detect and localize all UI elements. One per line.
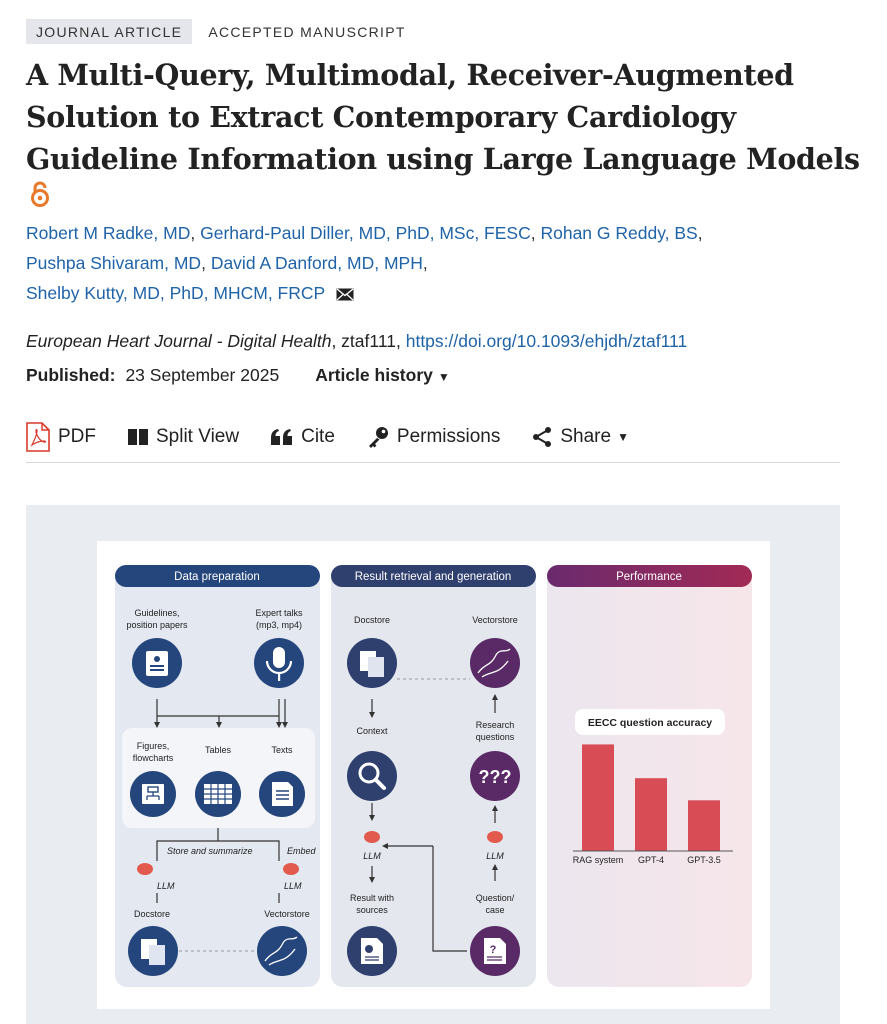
author-link[interactable]: Gerhard-Paul Diller, MD, PhD, MSc, FESC <box>200 223 531 243</box>
bar-label: GPT-4 <box>637 855 665 865</box>
brain-icon <box>137 863 153 875</box>
author-link[interactable]: David A Danford, MD, MPH <box>210 253 423 273</box>
bar-rag-system <box>582 744 614 851</box>
open-access-icon <box>29 180 51 208</box>
citation-line <box>26 331 687 352</box>
author-link[interactable]: Pushpa Shivaram, MD <box>26 253 202 273</box>
doi-link[interactable]: https://doi.org/10.1093/ehjdh/ztaf111 <box>405 331 688 351</box>
research-label-1: Research <box>475 720 515 730</box>
author-separator: , <box>422 253 428 273</box>
question-label-1: Question/ <box>475 893 515 903</box>
figures-label-2: flowcharts <box>132 753 174 763</box>
retrieval-title: Result retrieval and generation <box>354 571 512 583</box>
share-button[interactable] <box>532 420 629 454</box>
graphical-abstract-container <box>26 505 840 1024</box>
caret-down-icon: ▼ <box>617 430 629 444</box>
docstore-label: Docstore <box>353 615 391 625</box>
vectorstore-icon <box>257 926 307 976</box>
article-toolbar <box>26 420 840 463</box>
performance-panel <box>547 569 752 987</box>
llm-label: LLM <box>284 881 302 891</box>
tables-label: Tables <box>204 745 232 755</box>
author-link[interactable]: Robert M Radke, MD <box>26 223 191 243</box>
article-history-toggle[interactable] <box>315 365 450 386</box>
bar-gpt-3-5 <box>688 800 720 851</box>
accepted-manuscript-tag: ACCEPTED MANUSCRIPT <box>208 23 406 40</box>
permissions-button[interactable] <box>367 420 500 454</box>
bar-label: GPT-3.5 <box>687 855 721 865</box>
question-label-2: case <box>485 905 505 915</box>
result-label-1: Result with <box>349 893 395 903</box>
split-view-button[interactable] <box>128 420 239 454</box>
brain-icon <box>364 831 380 843</box>
pdf-button[interactable] <box>26 420 96 454</box>
cite-label: Cite <box>301 426 335 447</box>
research-label-2: questions <box>475 732 515 742</box>
article-type-tags <box>26 19 406 44</box>
key-icon <box>367 426 389 448</box>
brain-icon <box>283 863 299 875</box>
caret-down-icon: ▼ <box>437 370 450 384</box>
data-prep-title: Data preparation <box>174 571 260 583</box>
context-label: Context <box>356 726 388 736</box>
vectorstore-label: Vectorstore <box>472 615 518 625</box>
journal-article-tag: JOURNAL ARTICLE <box>26 19 192 44</box>
svg-text:???: ??? <box>478 767 512 787</box>
graphical-abstract-svg <box>97 541 770 1009</box>
llm-label: LLM <box>486 851 504 861</box>
published-date: 23 September 2025 <box>125 365 280 385</box>
share-label: Share <box>560 426 612 447</box>
permissions-label: Permissions <box>396 426 501 447</box>
author-separator: , <box>530 223 541 243</box>
split-view-icon <box>128 429 148 445</box>
publication-info <box>26 365 450 386</box>
expert-label-1: Expert talks <box>255 608 303 618</box>
bar-gpt-4 <box>635 778 667 851</box>
journal-name: European Heart Journal - Digital Health <box>26 331 332 351</box>
split-view-label: Split View <box>156 426 240 447</box>
vectorstore-label: Vectorstore <box>264 909 310 919</box>
result-label-2: sources <box>356 905 388 915</box>
guidelines-label-2: position papers <box>126 620 188 630</box>
embed-label: Embed <box>287 846 316 856</box>
llm-label: LLM <box>363 851 381 861</box>
author-list <box>26 218 846 308</box>
graphical-abstract[interactable] <box>97 541 770 1009</box>
vectorstore-icon <box>470 638 520 688</box>
performance-title: Performance <box>616 571 682 583</box>
share-icon <box>532 427 552 447</box>
author-separator: , <box>190 223 201 243</box>
docstore-label: Docstore <box>133 909 171 919</box>
cite-button[interactable] <box>271 420 335 454</box>
expert-label-2: (mp3, mp4) <box>255 620 303 630</box>
author-link[interactable]: Shelby Kutty, MD, PhD, MHCM, FRCP <box>26 283 325 303</box>
texts-label: Texts <box>271 745 293 755</box>
pdf-icon <box>26 422 50 452</box>
search-icon <box>347 751 397 801</box>
article-history-label: Article history <box>315 365 433 385</box>
store-summarize-label: Store and summarize <box>167 846 253 856</box>
chart-title: EECC question accuracy <box>587 717 713 729</box>
mail-icon[interactable] <box>336 288 354 301</box>
article-title: A Multi-Query, Multimodal, Receiver-Augmented Solution to Extract Contemporary Cardiology Guideline Information using Large Language Models <box>26 58 860 176</box>
author-separator: , <box>697 223 703 243</box>
article-id: , ztaf111, <box>331 331 406 351</box>
svg-text:?: ? <box>489 944 497 956</box>
guidelines-label-1: Guidelines, <box>134 608 180 618</box>
quote-icon <box>271 429 293 445</box>
bar-label: RAG system <box>572 855 624 865</box>
llm-label: LLM <box>157 881 175 891</box>
published-label: Published: <box>26 365 116 385</box>
author-separator: , <box>201 253 211 273</box>
figures-label-1: Figures, <box>136 741 170 751</box>
pdf-label: PDF <box>58 426 96 447</box>
brain-icon <box>487 831 503 843</box>
author-link[interactable]: Rohan G Reddy, BS <box>540 223 698 243</box>
